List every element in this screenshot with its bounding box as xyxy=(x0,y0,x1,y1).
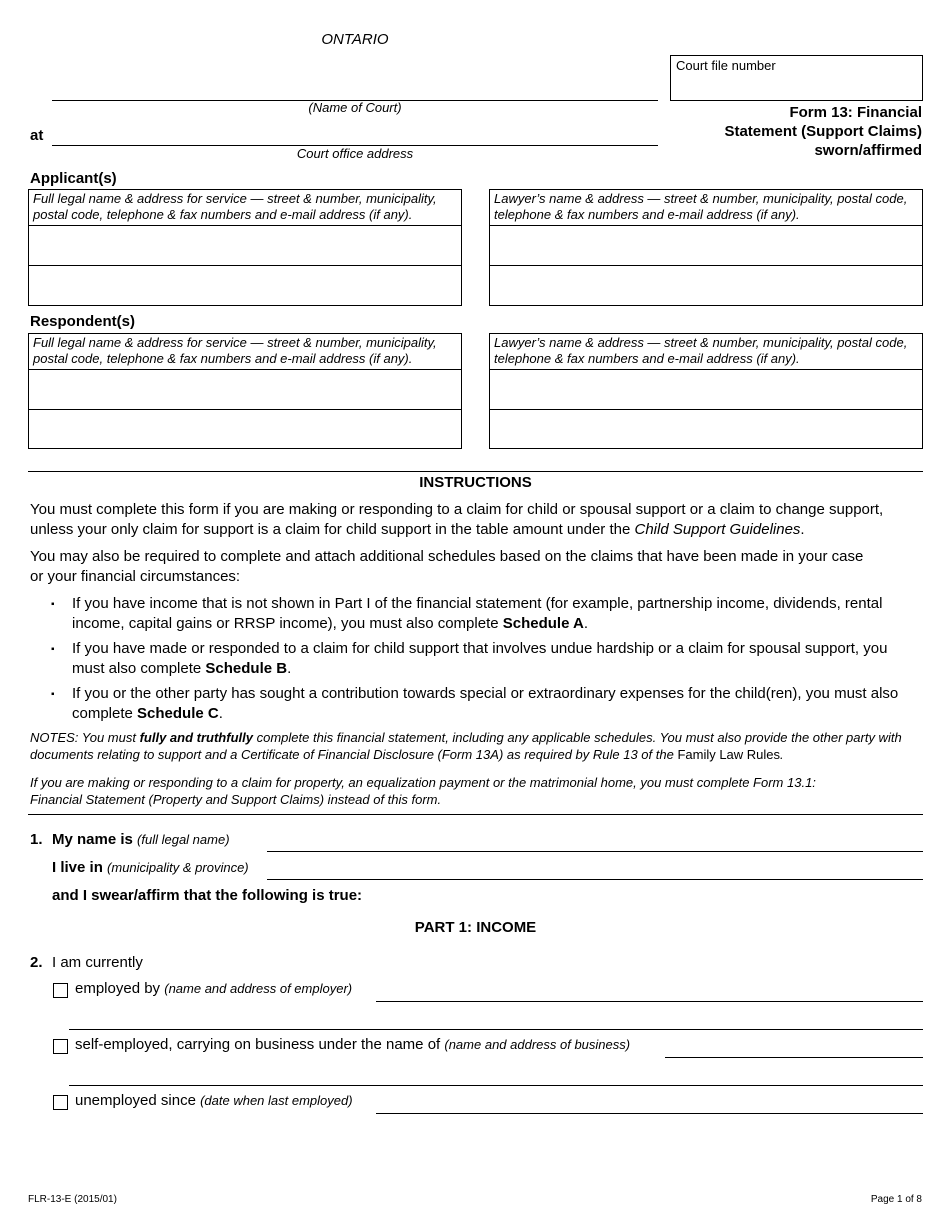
respondent-party-hint: Full legal name & address for service — street & number, municipality, postal code, telephone & fax numbers and e-mail address (if any). xyxy=(33,335,437,366)
employed-checkbox[interactable] xyxy=(53,983,68,998)
instructions-notes xyxy=(30,729,923,763)
notes-text-2: complete this financial statement, including any applicable schedules. You must also provide the other party with documents relating to support and a Certificate of Financial Disclosure (Form 13A) as required by Rule 13 of the xyxy=(30,730,902,762)
unemployed-hint: (date when last employed) xyxy=(200,1093,353,1108)
currently-label: I am currently xyxy=(52,954,143,971)
applicants-heading: Applicant(s) xyxy=(30,170,117,187)
applicant-lawyer-hint: Lawyer’s name & address — street & number, municipality, postal code, telephone & fax numbers and e-mail address (if any). xyxy=(494,191,908,222)
schedule-a-ref: Schedule A xyxy=(502,615,584,632)
bullet-3-end: . xyxy=(218,705,223,722)
province-label: ONTARIO xyxy=(321,31,389,48)
bullet-2-text: If you have made or responded to a claim for child support that involves undue hardship or a claim for spousal support, you must also complete xyxy=(72,640,888,677)
instructions-p1-end: . xyxy=(800,521,805,538)
respondent-lawyer-row-2[interactable] xyxy=(490,409,922,450)
applicant-party-row-2[interactable] xyxy=(29,265,461,306)
schedule-c-ref: Schedule C xyxy=(137,705,219,722)
name-label: My name is xyxy=(52,831,133,848)
form-title xyxy=(662,103,922,160)
full-legal-name-input[interactable] xyxy=(267,851,923,852)
unemployed-label: unemployed since xyxy=(75,1092,196,1109)
live-row xyxy=(52,859,249,876)
at-label: at xyxy=(30,127,44,144)
self-employed-label: self-employed, carrying on business under the name of xyxy=(75,1036,441,1053)
live-hint: (municipality & province) xyxy=(107,860,249,875)
instructions-top-rule xyxy=(28,471,923,472)
property-claim-note: If you are making or responding to a claim for property, an equalization payment or the matrimonial home, you must complete Form 13.1: Financial Statement (Property and Support Claims) instead of this form. xyxy=(30,775,816,807)
form-title-line-2: Statement (Support Claims) xyxy=(724,123,922,140)
employed-label: employed by xyxy=(75,980,161,997)
business-input-line-2[interactable] xyxy=(69,1085,923,1086)
form-code: FLR-13-E (2015/01) xyxy=(28,1194,117,1205)
respondent-lawyer-box[interactable] xyxy=(489,333,923,449)
name-row xyxy=(52,831,230,848)
employer-input-line-1[interactable] xyxy=(376,1001,923,1002)
employer-input-line-2[interactable] xyxy=(69,1029,923,1030)
swear-affirm-statement: and I swear/affirm that the following is true: xyxy=(52,887,363,904)
applicant-lawyer-row-1[interactable] xyxy=(490,225,922,266)
unemployed-since-input[interactable] xyxy=(376,1113,923,1114)
instructions-p1-text: You must complete this form if you are making or responding to a claim for child or spousal support or a claim to change support, unless your only claim for support is a claim for child support in the table amount under the xyxy=(30,501,884,538)
child-support-guidelines-ref: Child Support Guidelines xyxy=(634,521,801,538)
instructions-paragraph-2: You may also be required to complete and attach additional schedules based on the claims that have been made in your case or your financial circumstances: xyxy=(30,548,864,585)
instructions-paragraph-1 xyxy=(30,500,923,540)
court-office-label: Court office address xyxy=(296,146,414,161)
self-employed-row xyxy=(75,1036,630,1053)
schedule-b-ref: Schedule B xyxy=(205,660,288,677)
instructions-bullet-2 xyxy=(72,639,923,679)
business-input-line-1[interactable] xyxy=(665,1057,923,1058)
municipality-province-input[interactable] xyxy=(267,879,923,880)
self-employed-hint: (name and address of business) xyxy=(444,1037,631,1052)
instructions-heading: INSTRUCTIONS xyxy=(419,474,532,491)
respondents-heading: Respondent(s) xyxy=(30,313,135,330)
respondent-lawyer-hint: Lawyer’s name & address — street & number, municipality, postal code, telephone & fax numbers and e-mail address (if any). xyxy=(494,335,908,366)
item-1-number: 1. xyxy=(30,831,43,848)
instructions-bottom-rule xyxy=(28,814,923,815)
part-1-heading: PART 1: INCOME xyxy=(414,919,537,936)
family-law-rules-ref: Family Law Rules xyxy=(677,747,781,762)
unemployed-row xyxy=(75,1092,353,1109)
name-of-court-label: (Name of Court) xyxy=(308,100,402,115)
notes-text-1: NOTES: You must xyxy=(30,730,140,745)
page-number: Page 1 of 8 xyxy=(870,1194,922,1205)
applicant-party-hint: Full legal name & address for service — street & number, municipality, postal code, telephone & fax numbers and e-mail address (if any). xyxy=(33,191,437,222)
applicant-party-row-1[interactable] xyxy=(29,225,461,266)
bullet-3-text: If you or the other party has sought a contribution towards special or extraordinary expenses for the child(ren), you must also complete xyxy=(72,685,899,722)
bullet-icon: ▪ xyxy=(51,599,55,610)
employed-row xyxy=(75,980,352,997)
court-file-number-box[interactable] xyxy=(670,55,923,101)
instructions-bullet-1 xyxy=(72,594,923,634)
bullet-icon: ▪ xyxy=(51,644,55,655)
form-title-line-1: Form 13: Financial xyxy=(789,104,922,121)
bullet-icon: ▪ xyxy=(51,689,55,700)
respondent-party-row-1[interactable] xyxy=(29,369,461,410)
form-title-line-3: sworn/affirmed xyxy=(814,142,922,159)
notes-emphasis: fully and truthfully xyxy=(139,730,253,745)
item-2-number: 2. xyxy=(30,954,43,971)
respondent-lawyer-row-1[interactable] xyxy=(490,369,922,410)
employed-hint: (name and address of employer) xyxy=(164,981,353,996)
instructions-bullet-3 xyxy=(72,684,923,724)
bullet-2-end: . xyxy=(287,660,292,677)
name-hint: (full legal name) xyxy=(137,832,230,847)
applicant-lawyer-row-2[interactable] xyxy=(490,265,922,306)
live-label: I live in xyxy=(52,859,103,876)
respondent-party-row-2[interactable] xyxy=(29,409,461,450)
respondent-party-box[interactable] xyxy=(28,333,462,449)
applicant-lawyer-box[interactable] xyxy=(489,189,923,306)
bullet-1-text: If you have income that is not shown in Part I of the financial statement (for example, partnership income, dividends, rental income, capital gains or RRSP income), you must also complete xyxy=(72,595,883,632)
court-file-number-label: Court file number xyxy=(676,58,776,73)
unemployed-checkbox[interactable] xyxy=(53,1095,68,1110)
notes-text-3: . xyxy=(780,747,784,762)
bullet-1-end: . xyxy=(583,615,589,632)
applicant-party-box[interactable] xyxy=(28,189,462,306)
self-employed-checkbox[interactable] xyxy=(53,1039,68,1054)
